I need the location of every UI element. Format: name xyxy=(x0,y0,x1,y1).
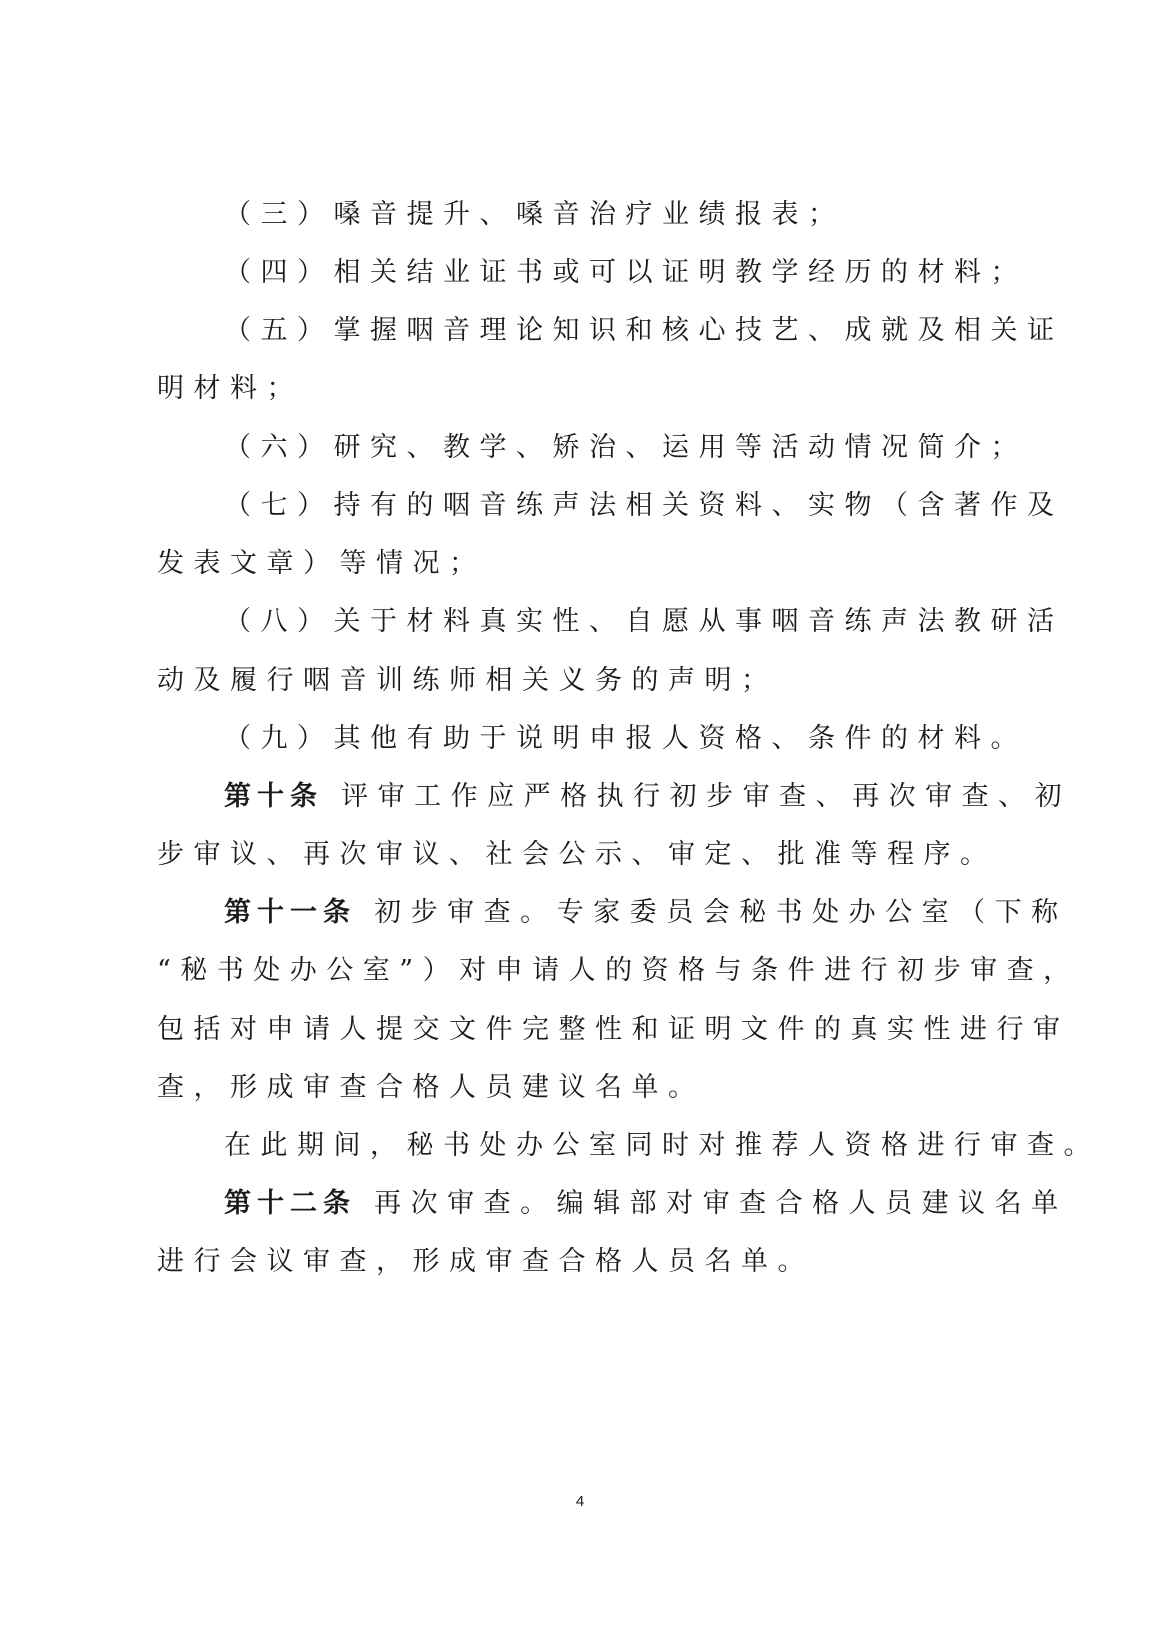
article-twelve-heading: 第十二条 xyxy=(224,1188,356,1219)
article-eleven-heading: 第十一条 xyxy=(224,897,356,928)
article-ten-line-2: 步审议、再次审议、社会公示、审定、批准等程序。 xyxy=(157,839,997,870)
item-three: （三）嗓音提升、嗓音治疗业绩报表； xyxy=(224,199,845,230)
article-twelve-line-2: 进行会议审查，形成审查合格人员名单。 xyxy=(157,1246,814,1277)
item-seven: （七）持有的咽音练声法相关资料、实物（含著作及 xyxy=(224,490,1064,521)
item-eight: （八）关于材料真实性、自愿从事咽音练声法教研活 xyxy=(224,606,1064,637)
article-eleven-line-1 xyxy=(224,895,1068,931)
item-four: （四）相关结业证书或可以证明教学经历的材料； xyxy=(224,257,1027,288)
article-twelve-line-1 xyxy=(224,1186,1068,1222)
page-number: 4 xyxy=(575,1493,585,1510)
article-eleven-line-2: “秘书处办公室”）对申请人的资格与条件进行初步审查， xyxy=(157,955,1080,986)
item-six: （六）研究、教学、矫治、运用等活动情况简介； xyxy=(224,432,1027,463)
article-ten-text-1: 评审工作应严格执行初步审查、再次审查、初 xyxy=(341,781,1072,812)
article-ten-heading: 第十条 xyxy=(224,781,323,812)
article-eleven-line-3: 包括对申请人提交文件完整性和证明文件的真实性进行审 xyxy=(157,1014,1070,1045)
item-five: （五）掌握咽音理论知识和核心技艺、成就及相关证 xyxy=(224,315,1064,346)
item-nine: （九）其他有助于说明申报人资格、条件的材料。 xyxy=(224,723,1027,754)
article-eleven-line-4: 查，形成审查合格人员建议名单。 xyxy=(157,1072,705,1103)
item-five-continued: 明材料； xyxy=(157,373,303,404)
item-eight-continued: 动及履行咽音训练师相关义务的声明； xyxy=(157,665,778,696)
extra-paragraph: 在此期间，秘书处办公室同时对推荐人资格进行审查。 xyxy=(224,1130,1100,1161)
article-ten-line-1 xyxy=(224,779,1071,815)
article-twelve-text-1: 再次审查。编辑部对审查合格人员建议名单 xyxy=(374,1188,1068,1219)
item-seven-continued: 发表文章）等情况； xyxy=(157,548,486,579)
article-eleven-text-1: 初步审查。专家委员会秘书处办公室（下称 xyxy=(374,897,1068,928)
